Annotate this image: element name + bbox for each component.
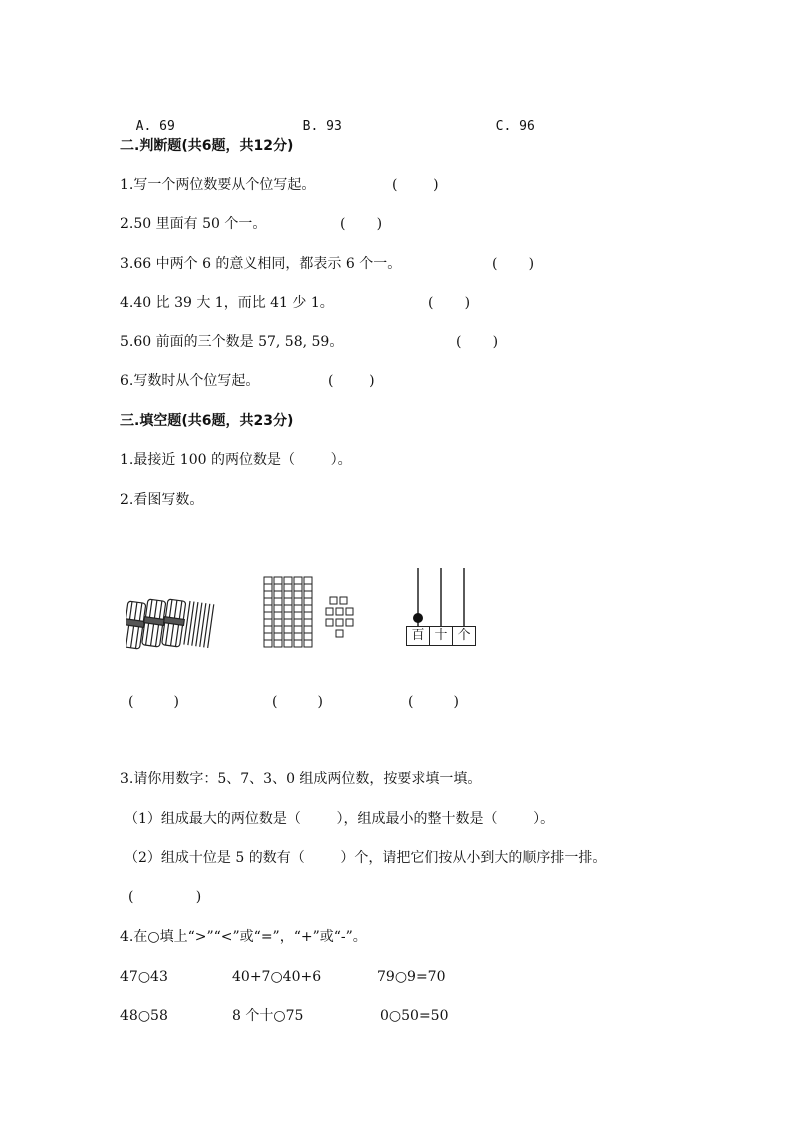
fill-question-2: 2.看图写数。	[120, 492, 204, 508]
abacus-image	[406, 568, 476, 648]
figure-answer-blank-3[interactable]: ( )	[408, 694, 459, 710]
choice-letter: A.	[135, 119, 152, 134]
stick-bundles-image	[126, 595, 226, 655]
compare-item: 48○58	[120, 1008, 168, 1024]
judge-item-3: 3.66 中两个 6 的意义相同，都表示 6 个一。	[120, 256, 402, 272]
judge-item-1: 1.写一个两位数要从个位写起。	[120, 177, 316, 193]
section-heading-judgement: 二.判断题(共6题，共12分)	[120, 138, 294, 154]
fill-question-3-answer-blank[interactable]: ( )	[128, 889, 202, 905]
fill-question-4: 4.在○填上“>”“<”或“=”，“+”或“-”。	[120, 929, 367, 945]
judge-blank-5[interactable]: ( )	[456, 334, 499, 350]
compare-item: 47○43	[120, 969, 168, 985]
abacus-label-ones: 个	[457, 628, 471, 643]
abacus-rods	[406, 568, 476, 626]
judge-item-2: 2.50 里面有 50 个一。	[120, 216, 267, 232]
fill-question-3: 3.请你用数字：5、7、3、0 组成两位数，按要求填一填。	[120, 771, 482, 787]
choice-c	[480, 97, 535, 137]
judge-blank-3[interactable]: ( )	[492, 256, 535, 272]
choice-letter: C.	[495, 119, 512, 134]
abacus-label-tens: 十	[430, 627, 453, 645]
compare-item: 0○50=50	[380, 1008, 449, 1024]
judge-blank-6[interactable]: ( )	[328, 373, 375, 389]
judge-item-4: 4.40 比 39 大 1，而比 41 少 1。	[120, 295, 334, 311]
choice-a	[120, 97, 175, 137]
compare-item: 8 个十○75	[232, 1008, 304, 1024]
figure-answer-blank-2[interactable]: ( )	[272, 694, 323, 710]
judge-item-6: 6.写数时从个位写起。	[120, 373, 260, 389]
judge-blank-2[interactable]: ( )	[340, 216, 383, 232]
compare-item: 40+7○40+6	[232, 969, 322, 985]
fill-question-3-part-2: （2）组成十位是 5 的数有（ ）个，请把它们按从小到大的顺序排一排。	[124, 850, 607, 866]
choice-value: 93	[326, 119, 342, 134]
choice-value: 69	[159, 119, 175, 134]
compare-item: 79○9=70	[377, 969, 446, 985]
choice-value: 96	[519, 119, 535, 134]
abacus-label-hundreds: 百	[407, 627, 430, 645]
judge-blank-4[interactable]: ( )	[428, 295, 471, 311]
fill-question-3-part-1: （1）组成最大的两位数是（ ），组成最小的整十数是（ ）。	[124, 811, 555, 827]
choice-letter: B.	[302, 119, 319, 134]
base-ten-blocks-image	[262, 575, 366, 651]
judge-blank-1[interactable]: ( )	[392, 177, 439, 193]
section-heading-fill: 三.填空题(共6题，共23分)	[120, 413, 294, 429]
abacus-bead	[413, 613, 423, 623]
figure-answer-blank-1[interactable]: ( )	[128, 694, 179, 710]
abacus-label-box	[406, 626, 476, 646]
judge-item-5: 5.60 前面的三个数是 57, 58, 59。	[120, 334, 344, 350]
fill-question-1: 1.最接近 100 的两位数是（ ）。	[120, 452, 352, 468]
choice-b	[287, 97, 342, 137]
